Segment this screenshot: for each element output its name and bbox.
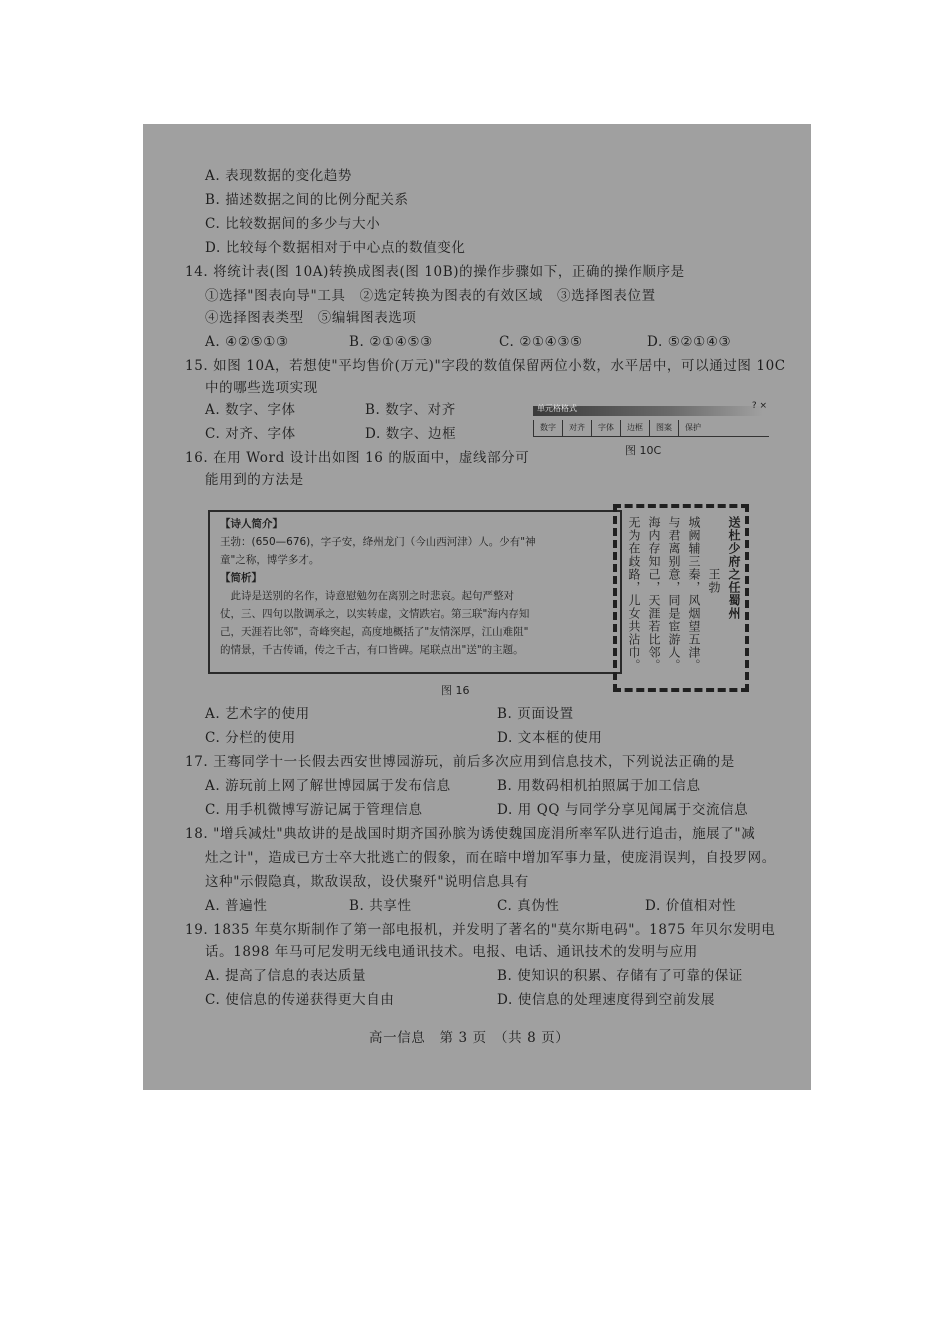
q15-option-d: D. 数字、边框	[365, 426, 457, 442]
q18-option-a: A. 普遍性	[205, 898, 268, 914]
q14-option-c: C. ②①④③⑤	[499, 334, 583, 350]
q15-option-a: A. 数字、字体	[205, 402, 296, 418]
q19-option-a: A. 提高了信息的表达质量	[205, 968, 367, 984]
q14-steps-line1: ①选择"图表向导"工具 ②选定转换为图表的有效区域 ③选择图表位置	[205, 288, 656, 304]
q13-option-b: B. 描述数据之间的比例分配关系	[205, 192, 409, 208]
tab-alignment: 对齐	[562, 420, 591, 436]
page-footer: 高一信息 第 3 页 （共 8 页）	[369, 1030, 570, 1046]
q18-option-c: C. 真伪性	[497, 898, 560, 914]
q17-option-d: D. 用 QQ 与同学分享见闻属于交流信息	[497, 802, 749, 818]
q18-option-b: B. 共享性	[349, 898, 412, 914]
q16-stem-line1: 16. 在用 Word 设计出如图 16 的版面中，虚线部分可	[185, 450, 530, 466]
q16-option-a: A. 艺术字的使用	[205, 706, 310, 722]
tab-font: 字体	[591, 420, 620, 436]
poet-intro-box	[208, 510, 622, 674]
q17-option-c: C. 用手机微博写游记属于管理信息	[205, 802, 423, 818]
q14-option-a: A. ④②⑤①③	[205, 334, 289, 350]
dialog-close-icon: ? ×	[751, 401, 767, 411]
q14-steps-line2: ④选择图表类型 ⑤编辑图表选项	[205, 310, 417, 326]
exam-page	[143, 124, 811, 1090]
q19-stem-line1: 19. 1835 年莫尔斯制作了第一部电报机，并发明了著名的"莫尔斯电码"。1875 年贝尔发明电	[185, 922, 776, 938]
dialog-title: 单元格格式	[537, 404, 577, 413]
q18-stem-line3: 这种"示假隐真，欺敌误敌，设伏聚歼"说明信息具有	[205, 874, 529, 890]
q17-option-a: A. 游玩前上网了解世博园属于发布信息	[205, 778, 451, 794]
poem-line1: 城阙辅三秦，风烟望五津。	[687, 516, 701, 672]
q17-option-b: B. 用数码相机拍照属于加工信息	[497, 778, 701, 794]
analysis-line4: 的情景，千古传诵，传之千古，有口皆碑。尾联点出"送"的主题。	[220, 644, 524, 656]
analysis-heading: 【简析】	[220, 572, 262, 584]
q15-stem-line1: 15. 如图 10A，若想使"平均售价(万元)"字段的数值保留两位小数，水平居中，可以通过图 10C	[185, 358, 786, 374]
analysis-line3: 己，天涯若比邻"，奇峰突起，高度地概括了"友情深厚，江山难阻"	[220, 626, 529, 638]
poem-line3: 海内存知己，天涯若比邻。	[647, 516, 661, 672]
q14-option-d: D. ⑤②①④③	[647, 334, 732, 350]
q19-option-c: C. 使信息的传递获得更大自由	[205, 992, 395, 1008]
q17-stem: 17. 王骞同学十一长假去西安世博园游玩，前后多次应用到信息技术，下列说法正确的是	[185, 754, 735, 770]
q13-option-d: D. 比较每个数据相对于中心点的数值变化	[205, 240, 466, 256]
intro-line2: 童"之称，博学多才。	[220, 554, 320, 566]
q18-stem-line1: 18. "增兵减灶"典故讲的是战国时期齐国孙膑为诱使魏国庞涓所率军队进行追击，施展了"减	[185, 826, 756, 842]
q16-option-b: B. 页面设置	[497, 706, 574, 722]
q16-stem-line2: 能用到的方法是	[205, 472, 304, 488]
intro-heading: 【诗人简介】	[220, 518, 283, 530]
q16-option-c: C. 分栏的使用	[205, 730, 296, 746]
q14-option-b: B. ②①④⑤③	[349, 334, 433, 350]
q14-stem: 14. 将统计表(图 10A)转换成图表(图 10B)的操作步骤如下，正确的操作顺序是	[185, 264, 685, 280]
q18-option-d: D. 价值相对性	[645, 898, 737, 914]
tab-pattern: 图案	[649, 420, 678, 436]
q19-stem-line2: 话。1898 年马可尼发明无线电通讯技术。电报、电话、通讯技术的发明与应用	[205, 944, 698, 960]
q19-option-b: B. 使知识的积累、存储有了可靠的保证	[497, 968, 743, 984]
tab-number: 数字	[533, 420, 562, 436]
q16-option-d: D. 文本框的使用	[497, 730, 603, 746]
q13-option-c: C. 比较数据间的多少与大小	[205, 216, 381, 232]
q15-option-c: C. 对齐、字体	[205, 426, 296, 442]
tab-protection: 保护	[678, 420, 707, 436]
intro-line1: 王勃：(650—676)，字子安，绛州龙门（今山西河津）人。少有"神	[220, 536, 536, 548]
q15-stem-line2: 中的哪些选项实现	[205, 380, 318, 396]
q19-option-d: D. 使信息的处理速度得到空前发展	[497, 992, 716, 1008]
figure-10c-format-dialog	[533, 401, 771, 440]
analysis-line2: 仗，三、四句以散调承之，以实转虚，文情跌宕。第三联"海内存知	[220, 608, 530, 620]
poem-line4: 无为在歧路，儿女共沾巾。	[627, 516, 641, 672]
poem-author: 王勃	[707, 568, 721, 594]
dialog-title-bar	[533, 406, 763, 416]
q15-option-b: B. 数字、对齐	[365, 402, 456, 418]
poem-line2: 与君离别意，同是宦游人。	[667, 516, 681, 672]
tab-border: 边框	[620, 420, 649, 436]
q13-option-a: A. 表现数据的变化趋势	[205, 168, 353, 184]
figure-10c-caption: 图 10C	[625, 444, 662, 457]
q18-stem-line2: 灶之计"，造成已方士卒大批逃亡的假象，而在暗中增加军事力量，使庞涓误判，自投罗网。	[205, 850, 776, 866]
figure-16-layout	[208, 504, 748, 689]
poem-dashed-box	[613, 504, 749, 692]
poem-title: 送杜少府之任蜀州	[727, 516, 741, 620]
figure-16-caption: 图 16	[441, 684, 470, 697]
dialog-tabs	[533, 420, 769, 437]
analysis-line1: 此诗是送别的名作，诗意慰勉勿在离别之时悲哀。起句严整对	[220, 590, 514, 602]
